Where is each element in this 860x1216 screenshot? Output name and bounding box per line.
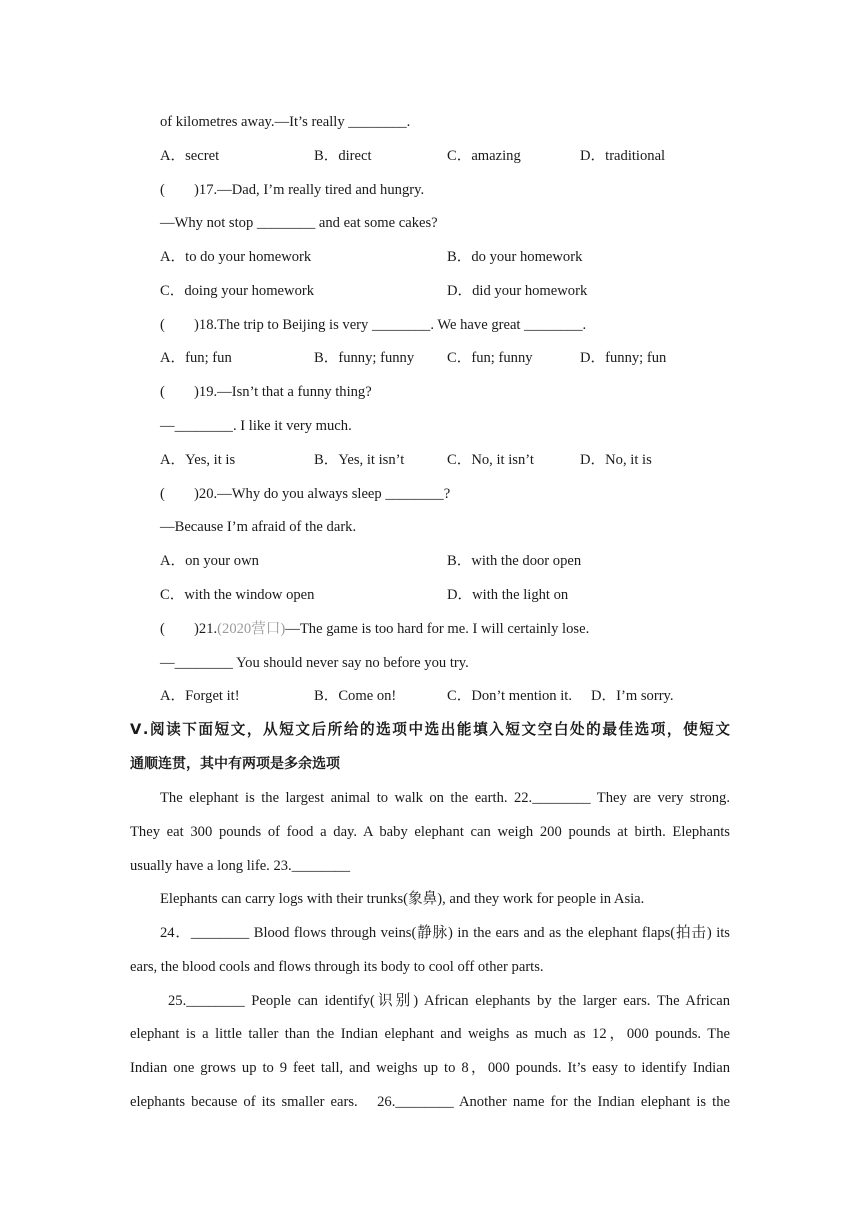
q21-option-d: D．I’m sorry. bbox=[591, 688, 674, 704]
q20-reply: —Because I’m afraid of the dark. bbox=[160, 519, 357, 535]
q17-reply: —Why not stop ________ and eat some cakes? bbox=[160, 215, 438, 231]
q19-option-a: A．Yes, it is bbox=[160, 452, 236, 468]
q20-option-a: A．on your own bbox=[160, 553, 259, 569]
passage-p4-line3: Indian one grows up to 9 feet tall, and weighs up to 8，000 pounds. It’s easy to identify Indian bbox=[130, 1060, 730, 1076]
q16-option-d: D．traditional bbox=[580, 148, 666, 164]
q16-option-b: B．direct bbox=[314, 148, 372, 164]
passage-p4-line4: elephants because of its smaller ears. 26.________ Another name for the Indian elephant is the bbox=[130, 1094, 730, 1110]
q20-option-d: D．with the light on bbox=[447, 587, 569, 603]
passage-p4-line2: elephant is a little taller than the Indian elephant and weighs as much as 12，000 pounds. The bbox=[130, 1026, 730, 1042]
q21-option-a: A．Forget it! bbox=[160, 688, 240, 704]
passage-p3-line2: ears, the blood cools and flows through its body to cool off other parts. bbox=[130, 959, 544, 975]
q20-option-c: C．with the window open bbox=[160, 587, 315, 603]
q21-reply: —________ You should never say no before you try. bbox=[160, 655, 469, 671]
q21-number: ( )21. bbox=[160, 621, 218, 637]
passage-p1-line2: They eat 300 pounds of food a day. A baby elephant can weigh 200 pounds at birth. Elephants bbox=[130, 824, 730, 840]
q17-stem: ( )17.—Dad, I’m really tired and hungry. bbox=[160, 182, 425, 198]
q18-option-c: C．fun; funny bbox=[447, 350, 533, 366]
q20-option-b: B．with the door open bbox=[447, 553, 582, 569]
q17-option-a: A．to do your homework bbox=[160, 249, 312, 265]
q21-option-b: B．Come on! bbox=[314, 688, 397, 704]
q21-stem bbox=[160, 619, 589, 639]
q18-option-d: D．funny; fun bbox=[580, 350, 667, 366]
q18-option-a: A．fun; fun bbox=[160, 350, 232, 366]
q17-option-b: B．do your homework bbox=[447, 249, 583, 265]
passage-p3-line1: 24．________ Blood flows through veins(静脉) in the ears and as the elephant flaps(拍击) its bbox=[160, 925, 730, 941]
passage-p4-line1: 25.________ People can identify(识别) African elephants by the larger ears. The African bbox=[168, 993, 730, 1009]
passage-p1-line3: usually have a long life. 23.________ bbox=[130, 858, 351, 874]
q18-stem: ( )18.The trip to Beijing is very ________. We have great ________. bbox=[160, 317, 587, 333]
q19-option-c: C．No, it isn’t bbox=[447, 452, 534, 468]
q21-source-label: (2020营口) bbox=[217, 621, 286, 637]
q16-option-a: A．secret bbox=[160, 148, 220, 164]
q19-stem: ( )19.—Isn’t that a funny thing? bbox=[160, 384, 372, 400]
q20-stem: ( )20.—Why do you always sleep ________? bbox=[160, 486, 451, 502]
q16-option-c: C．amazing bbox=[447, 148, 521, 164]
q17-option-c: C．doing your homework bbox=[160, 283, 315, 299]
q19-option-b: B．Yes, it isn’t bbox=[314, 452, 405, 468]
q21-text: —The game is too hard for me. I will certainly lose. bbox=[285, 621, 590, 637]
passage-p2-line1: Elephants can carry logs with their trunks(象鼻), and they work for people in Asia. bbox=[160, 891, 645, 907]
q16-stem-tail: of kilometres away.—It’s really ________. bbox=[160, 114, 411, 130]
passage-p1-line1: The elephant is the largest animal to walk on the earth. 22.________ They are very strong. bbox=[160, 790, 730, 806]
q17-option-d: D．did your homework bbox=[447, 283, 588, 299]
q19-option-d: D．No, it is bbox=[580, 452, 652, 468]
q21-option-c: C．Don’t mention it. bbox=[447, 688, 572, 704]
section-heading-line1: Ⅴ.阅读下面短文，从短文后所给的选项中选出能填入短文空白处的最佳选项，使短文 bbox=[130, 721, 730, 738]
section-heading-line2: 通顺连贯，其中有两项是多余选项 bbox=[130, 756, 340, 772]
q18-option-b: B．funny; funny bbox=[314, 350, 415, 366]
q19-reply: —________. I like it very much. bbox=[160, 418, 352, 434]
